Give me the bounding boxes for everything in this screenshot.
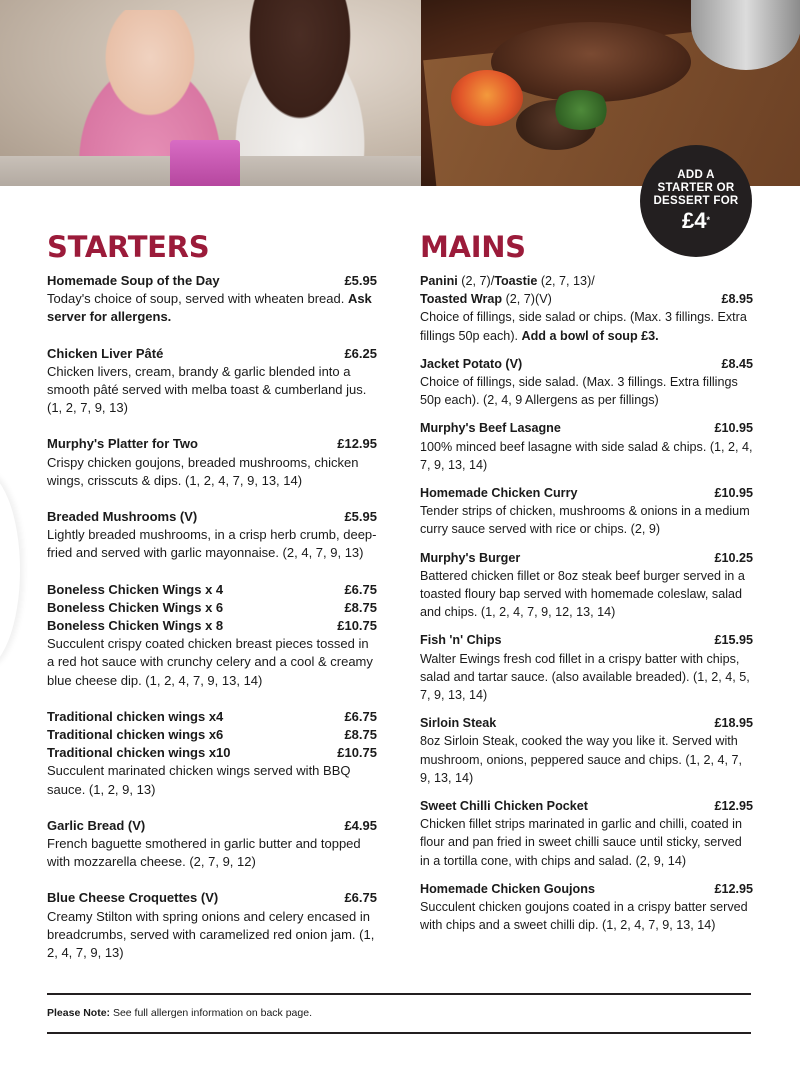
menu-item-description <box>47 290 377 326</box>
badge-price-mark: * <box>706 215 710 225</box>
photo-crayon-cup <box>170 140 240 186</box>
menu-item-desc-bold: Ask server for allergens. <box>47 291 372 325</box>
menu-item-name: Homemade Soup of the Day <box>47 273 220 288</box>
badge-line-2: STARTER OR <box>657 182 735 194</box>
photo-mother-and-child <box>0 0 421 186</box>
menu-item-desc-text: Lightly breaded mushrooms, in a crisp herb crumb, deep-fried and served with garlic mayonnaise. (2, 4, 7, 9, 13) <box>47 527 377 561</box>
menu-item-name: Traditional chicken wings x4 <box>47 708 224 724</box>
menu-item-main <box>420 880 753 935</box>
decorative-arc <box>0 470 20 670</box>
footer-divider-top <box>47 993 751 995</box>
badge-line-3: DESSERT FOR <box>653 195 739 207</box>
menu-item-description <box>47 908 377 963</box>
menu-item-row <box>420 631 753 649</box>
menu-item-starter <box>47 581 377 690</box>
menu-item-price: £12.95 <box>714 881 753 896</box>
menu-item-price: £6.75 <box>344 890 377 906</box>
menu-item-desc-text: Today's choice of soup, served with wheaten bread. <box>47 291 348 307</box>
menu-item-description <box>47 635 377 690</box>
menu-item-row <box>47 345 377 363</box>
menu-item-starter <box>47 889 377 962</box>
menu-item-starter <box>47 272 377 327</box>
menu-item-name: Murphy's Beef Lasagne <box>420 421 561 436</box>
menu-item-name: Jacket Potato (V) <box>420 356 523 371</box>
menu-item-row <box>47 581 377 599</box>
panini-desc-text: Choice of fillings, side salad or chips. (Max. 3 fillings. Extra fillings 50p each). <box>420 310 747 343</box>
menu-item-description: Tender strips of chicken, mushrooms & onions in a medium curry sauce served with rice or chips. (2, 9) <box>420 504 750 537</box>
menu-item-desc-text: Crispy chicken goujons, breaded mushrooms, chicken wings, crisscuts & dips. (1, 2, 4, 7, 9, 13, 14) <box>47 454 359 488</box>
menu-item-row <box>420 797 753 815</box>
menu-item-main <box>420 714 753 787</box>
footer-divider-bottom <box>47 1032 751 1034</box>
menu-item-price: £8.75 <box>344 599 377 615</box>
menu-item-price: £10.75 <box>337 745 377 761</box>
menu-item-main <box>420 419 753 474</box>
menu-item-row <box>47 435 377 453</box>
menu-item-description <box>47 363 377 418</box>
panini-description <box>420 308 753 344</box>
menu-item-price: £10.95 <box>714 486 753 501</box>
wrap-allergens: (2, 7)(V) <box>502 292 552 307</box>
menu-item-main <box>420 549 753 622</box>
panini-desc-bold: Add a bowl of soup £3. <box>521 328 659 343</box>
panini-line-2 <box>420 290 753 308</box>
menu-item-name: Homemade Chicken Curry <box>420 486 578 501</box>
starters-section <box>47 232 377 980</box>
menu-item-row <box>47 272 377 290</box>
menu-item-name: Homemade Chicken Goujons <box>420 881 595 896</box>
menu-item-row <box>420 880 753 898</box>
wrap-name: Toasted Wrap <box>420 292 503 307</box>
menu-item-name: Garlic Bread (V) <box>47 817 146 833</box>
menu-item-description <box>47 454 377 490</box>
starters-title: STARTERS <box>47 230 210 264</box>
menu-item-description: Succulent chicken goujons coated in a crispy batter served with chips and a sweet chilli dip. (1, 2, 4, 7, 9, 13, 14) <box>420 900 748 933</box>
menu-item-name: Murphy's Burger <box>420 550 521 565</box>
menu-item-starter <box>47 508 377 563</box>
menu-item-description: 8oz Sirloin Steak, cooked the way you like it. Served with mushroom, onions, peppered sauce and chips. (1, 2, 4, 7, 9, 13, 14) <box>420 734 743 785</box>
menu-item-name: Sweet Chilli Chicken Pocket <box>420 799 588 814</box>
panini-line-1 <box>420 272 753 290</box>
menu-item-row <box>47 708 377 726</box>
menu-item-main <box>420 355 753 410</box>
menu-item-desc-text: Succulent crispy coated chicken breast pieces tossed in a red hot sauce with crunchy celery and a cool & creamy blue cheese dip. (1, 2, 4, 7, 9, 13, 14) <box>47 636 373 688</box>
menu-item-row <box>47 889 377 907</box>
menu-item-main <box>420 797 753 870</box>
menu-item-starter <box>47 435 377 490</box>
menu-item-price: £18.95 <box>714 716 753 731</box>
mains-section <box>420 232 753 945</box>
menu-item-description: Walter Ewings fresh cod fillet in a crispy batter with chips, salad and tartar sauce. (also available breaded). (1, 2, 4, 5, 7, 9, 13, 14) <box>420 651 750 703</box>
menu-item-name: Murphy's Platter for Two <box>47 436 198 452</box>
panini-allergens: (2, 7)/ <box>457 274 495 288</box>
footer-note <box>47 1007 312 1019</box>
menu-item-desc-text: Chicken livers, cream, brandy & garlic blended into a smooth pâté served with melba toast & cumberland jus. (1, 2, 7, 9, 13) <box>47 363 367 416</box>
menu-item-price: £12.95 <box>337 436 377 452</box>
starters-list <box>47 272 377 962</box>
footer-note-text: See full allergen information on back page. <box>110 1007 312 1019</box>
menu-item-price: £15.95 <box>714 633 753 648</box>
menu-item-row <box>47 617 377 635</box>
menu-item-name: Boneless Chicken Wings x 6 <box>47 599 224 615</box>
menu-item-price: £12.95 <box>714 799 753 814</box>
menu-item-price: £6.75 <box>344 708 377 724</box>
mains-list <box>420 355 753 935</box>
menu-item-name: Traditional chicken wings x6 <box>47 727 224 743</box>
menu-item-starter <box>47 708 377 799</box>
wrap-label <box>420 290 552 308</box>
photo-tomato <box>451 70 523 126</box>
menu-item-description <box>47 526 377 562</box>
menu-item-row <box>47 817 377 835</box>
photo-greens <box>551 90 611 130</box>
menu-item-description: 100% minced beef lasagne with side salad & chips. (1, 2, 4, 7, 9, 13, 14) <box>420 439 753 472</box>
menu-item-desc-text: Creamy Stilton with spring onions and celery encased in breadcrumbs, served with caramelized red onion jam. (1, 2, 4, 7, 9, 13) <box>47 908 375 961</box>
menu-item-name: Fish 'n' Chips <box>420 633 502 648</box>
menu-item-price: £8.75 <box>344 727 377 743</box>
menu-item-row <box>47 599 377 617</box>
menu-item-name: Boneless Chicken Wings x 4 <box>47 581 224 597</box>
menu-item-name: Blue Cheese Croquettes (V) <box>47 890 219 906</box>
menu-item-name: Sirloin Steak <box>420 716 497 731</box>
panini-price: £8.95 <box>721 292 753 307</box>
menu-item-description: Battered chicken fillet or 8oz steak beef burger served in a toasted floury bap served with homemade coleslaw, salad and chips. (1, 2, 4, 7, 9, 12, 13, 14) <box>420 568 745 620</box>
menu-item-main <box>420 484 753 539</box>
mains-title: MAINS <box>420 230 526 264</box>
photo-steak-dish <box>421 0 800 186</box>
menu-item-name: Boneless Chicken Wings x 8 <box>47 618 224 634</box>
menu-item-starter <box>47 817 377 872</box>
menu-item-row <box>47 726 377 744</box>
menu-item-row <box>420 419 753 437</box>
menu-item-price: £5.95 <box>344 509 377 525</box>
menu-item-row <box>420 355 753 373</box>
menu-item-row <box>47 508 377 526</box>
menu-item-price: £10.25 <box>714 550 753 565</box>
menu-item-row <box>47 744 377 762</box>
menu-item-description <box>47 835 377 871</box>
footer-note-label: Please Note: <box>47 1007 111 1019</box>
menu-item-name: Chicken Liver Pâté <box>47 345 164 361</box>
menu-item-main <box>420 631 753 704</box>
menu-item-description: Choice of fillings, side salad. (Max. 3 fillings. Extra fillings 50p each). (2, 4, 9 Allergens as per fillings) <box>420 375 738 408</box>
menu-item-price: £10.75 <box>337 618 377 634</box>
menu-item-desc-text: French baguette smothered in garlic butter and topped with mozzarella cheese. (2, 7, 9, 12) <box>47 836 361 870</box>
menu-item-description <box>47 762 377 798</box>
badge-price <box>682 209 710 233</box>
menu-item-price: £10.95 <box>714 421 753 436</box>
menu-item-row <box>420 484 753 502</box>
menu-item-price: £4.95 <box>344 817 377 833</box>
menu-item-panini <box>420 272 753 345</box>
badge-price-value: £4 <box>682 208 707 233</box>
menu-item-price: £6.25 <box>344 345 377 361</box>
menu-item-name: Traditional chicken wings x10 <box>47 745 231 761</box>
menu-item-desc-text: Succulent marinated chicken wings served with BBQ sauce. (1, 2, 9, 13) <box>47 763 351 797</box>
menu-item-price: £6.75 <box>344 581 377 597</box>
badge-line-1: ADD A <box>677 169 715 181</box>
menu-item-starter <box>47 345 377 418</box>
menu-item-price: £5.95 <box>344 273 377 288</box>
menu-item-description: Chicken fillet strips marinated in garlic and chilli, coated in flour and pan fried in sweet chilli sauce until sticky, served in a tortilla cone, with chips and salad. (2, 9, 14) <box>420 817 742 868</box>
toastie-allergens: (2, 7, 13)/ <box>537 274 595 288</box>
menu-item-price: £8.45 <box>721 356 753 371</box>
menu-item-name: Breaded Mushrooms (V) <box>47 509 198 525</box>
menu-item-row <box>420 549 753 567</box>
menu-item-row <box>420 714 753 732</box>
toastie-name: Toastie <box>494 274 538 288</box>
panini-name: Panini <box>420 274 458 288</box>
